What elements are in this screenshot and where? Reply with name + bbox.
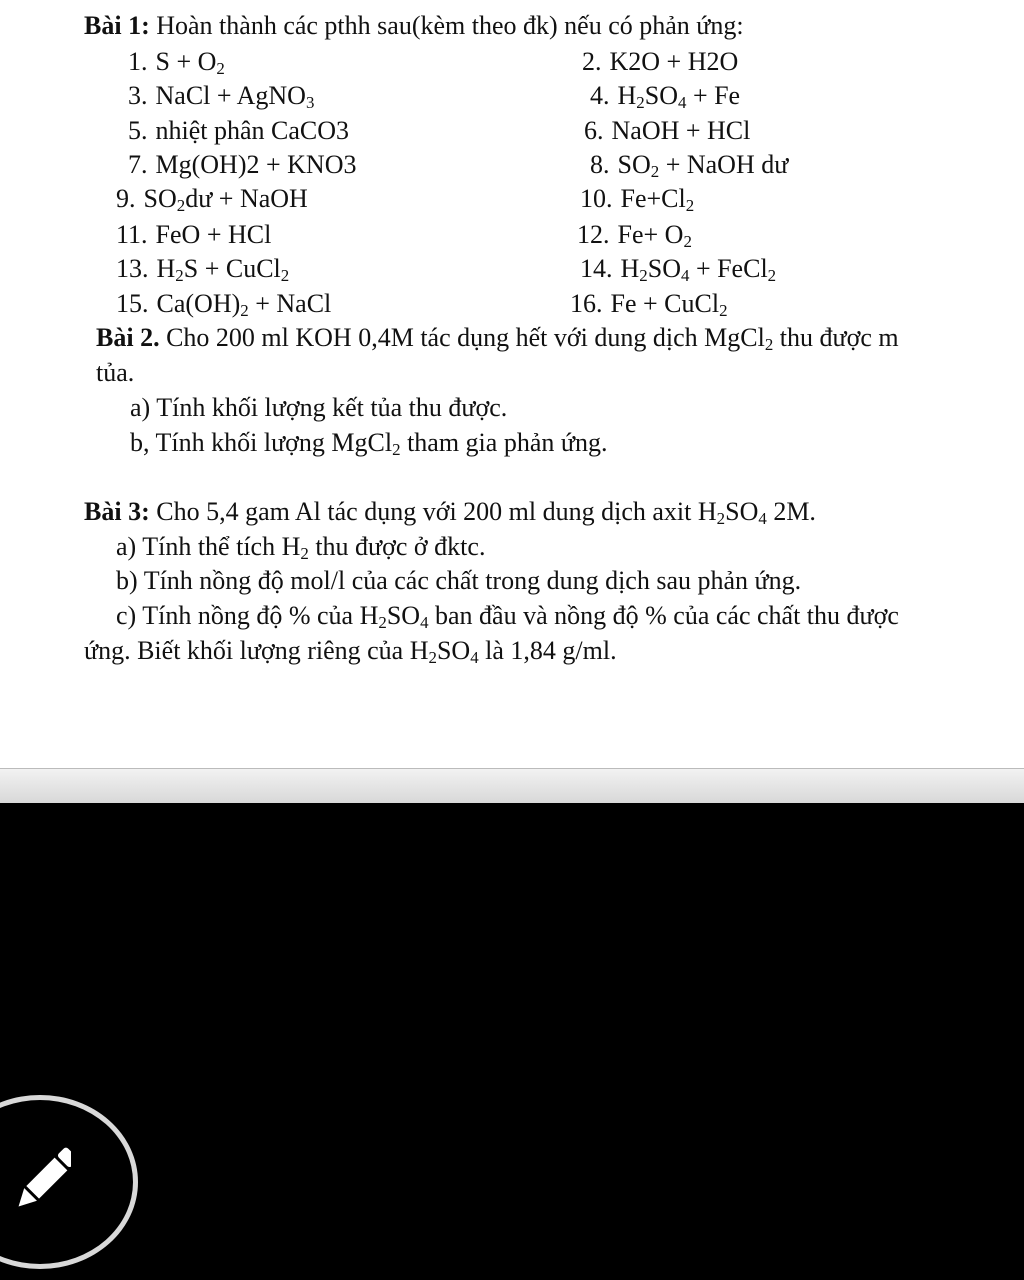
reaction-equation: K2O + H2O bbox=[609, 47, 739, 76]
reaction-equation: Fe + CuCl$_2$ bbox=[610, 289, 728, 321]
reaction-item bbox=[580, 183, 694, 215]
bai3-title: Bài 3: bbox=[84, 497, 150, 526]
reaction-equation: $S + O_2$ bbox=[155, 47, 225, 79]
reaction-number: 8. bbox=[590, 150, 610, 179]
reaction-number: 13. bbox=[116, 254, 149, 283]
reaction-item bbox=[580, 253, 776, 285]
bai3-last-line: ứng. Biết khối lượng riêng của $H_2SO_4$ là 1,84 g/ml. bbox=[84, 636, 617, 668]
reaction-item bbox=[116, 288, 331, 320]
bai2-question-a: a) Tính khối lượng kết tủa thu được. bbox=[130, 393, 508, 422]
reaction-number: 11. bbox=[116, 220, 148, 249]
bai1-heading bbox=[84, 10, 744, 42]
reaction-number: 4. bbox=[590, 81, 610, 110]
bai1-title: Bài 1: bbox=[84, 11, 150, 40]
reaction-equation: $H_2SO_4 + Fe$ bbox=[617, 81, 741, 113]
bai2-question-b: b, Tính khối lượng MgCl$_2$ tham gia phản ứng. bbox=[130, 428, 608, 460]
reaction-equation: $H_2SO_4$ + FeCl$_2$ bbox=[620, 254, 777, 286]
reaction-equation: $Fe+Cl_2$ bbox=[620, 184, 695, 216]
reaction-number: 1. bbox=[128, 47, 148, 76]
reaction-item bbox=[570, 288, 728, 320]
reaction-number: 5. bbox=[128, 116, 148, 145]
reaction-item bbox=[128, 149, 356, 181]
reaction-number: 15. bbox=[116, 289, 149, 318]
reaction-equation: Mg(OH)2 + KNO3 bbox=[155, 150, 357, 179]
reaction-item bbox=[584, 115, 750, 147]
reaction-number: 9. bbox=[116, 184, 136, 213]
bai2-text: Cho 200 ml KOH 0,4M tác dụng hết với dung dịch MgCl$_2$ thu được m bbox=[159, 323, 899, 355]
reaction-item bbox=[590, 80, 740, 112]
reaction-item bbox=[116, 183, 308, 215]
reaction-item bbox=[577, 219, 692, 251]
edit-fab-button[interactable] bbox=[0, 1095, 138, 1269]
bai2-title: Bài 2. bbox=[96, 323, 160, 352]
reaction-number: 16. bbox=[570, 289, 603, 318]
reaction-item bbox=[116, 219, 271, 251]
bai3-question-c: c) Tính nồng độ % của $H_2SO_4$ ban đầu và nồng độ % của các chất thu được bbox=[116, 601, 899, 633]
reaction-equation: NaCl + AgNO$_3$ bbox=[155, 81, 315, 113]
reaction-number: 6. bbox=[584, 116, 604, 145]
reaction-equation: $SO_2$ + NaOH dư bbox=[617, 150, 789, 182]
bai1-intro: Hoàn thành các pthh sau(kèm theo đk) nếu có phản ứng: bbox=[149, 11, 744, 40]
reaction-number: 12. bbox=[577, 220, 610, 249]
reaction-equation: $Ca(OH)_2$ + NaCl bbox=[156, 289, 332, 321]
reaction-equation: $H_2S$ + CuCl$_2$ bbox=[156, 254, 290, 286]
reaction-equation: $SO_2dư$ + NaOH bbox=[143, 184, 308, 216]
reaction-equation: FeO + HCl bbox=[155, 220, 272, 249]
reaction-number: 3. bbox=[128, 81, 148, 110]
reaction-number: 2. bbox=[582, 47, 602, 76]
reaction-equation: nhiệt phân CaCO3 bbox=[155, 116, 350, 145]
reaction-item bbox=[582, 46, 738, 78]
page-separator bbox=[0, 768, 1024, 803]
reaction-number: 14. bbox=[580, 254, 613, 283]
bai2-line2: tủa. bbox=[96, 358, 135, 387]
reaction-number: 7. bbox=[128, 150, 148, 179]
bai3-line1 bbox=[84, 496, 816, 528]
bai3-question-b: b) Tính nồng độ mol/l của các chất trong dung dịch sau phản ứng. bbox=[116, 566, 802, 595]
reaction-item bbox=[116, 253, 289, 285]
reaction-item bbox=[128, 80, 314, 112]
pencil-icon bbox=[17, 1145, 71, 1217]
bai3-question-a: a) Tính thể tích $H_2$ thu được ở đktc. bbox=[116, 532, 486, 564]
reaction-item bbox=[590, 149, 788, 181]
reaction-equation: NaOH + HCl bbox=[611, 116, 751, 145]
bai3-text: Cho 5,4 gam Al tác dụng với 200 ml dung dịch axit $H_2SO_4$ 2M. bbox=[149, 497, 816, 529]
reaction-item bbox=[128, 46, 225, 78]
bai2-line1 bbox=[96, 322, 899, 354]
reaction-equation: $Fe+ O_2$ bbox=[617, 220, 692, 252]
reaction-number: 10. bbox=[580, 184, 613, 213]
reaction-item bbox=[128, 115, 349, 147]
